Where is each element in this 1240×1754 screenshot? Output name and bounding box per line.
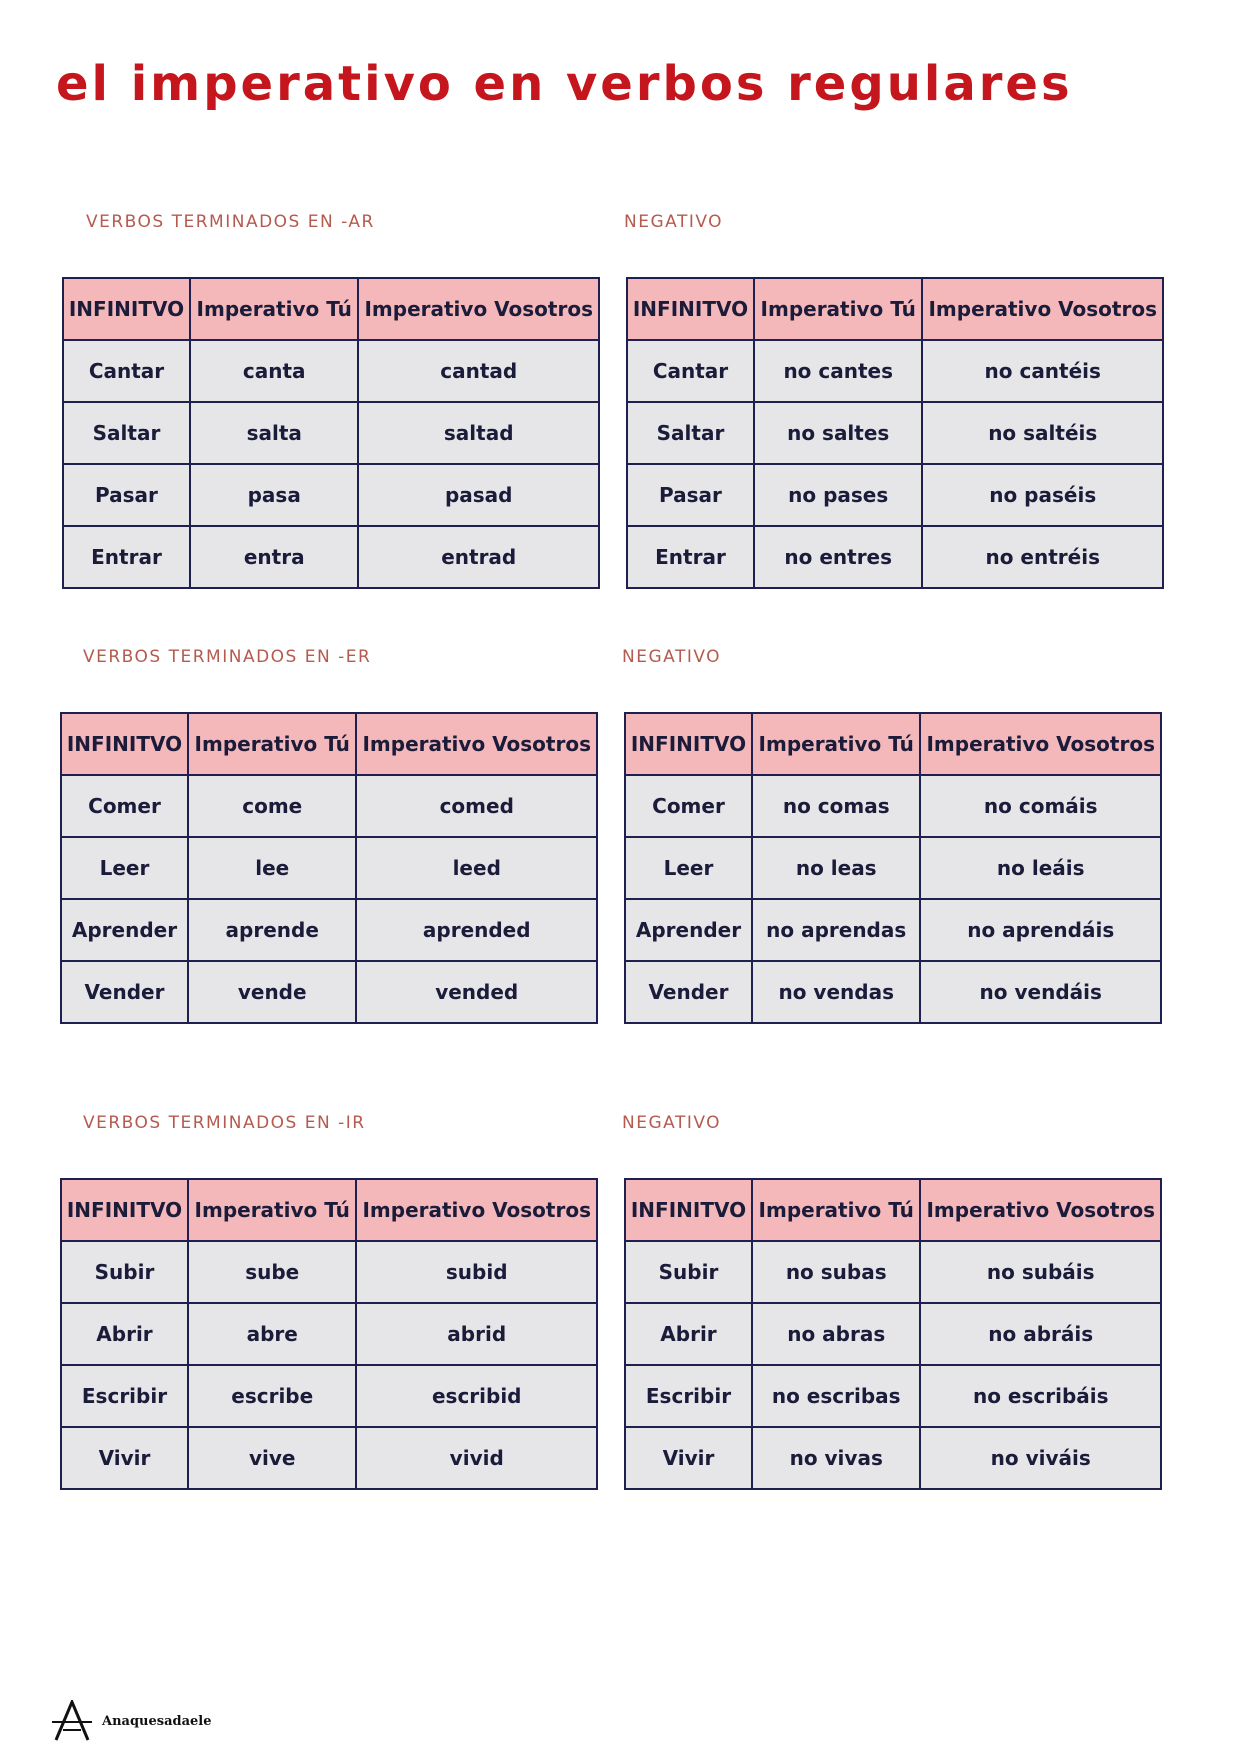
table-row — [625, 961, 1161, 1023]
table-row — [61, 1365, 597, 1427]
table-row — [625, 1303, 1161, 1365]
cell-vosotros: saltad — [358, 402, 599, 464]
cell-tu: no pases — [754, 464, 923, 526]
cell-infinitivo: Vender — [61, 961, 188, 1023]
cell-infinitivo: Escribir — [625, 1365, 752, 1427]
table-row — [61, 837, 597, 899]
cell-infinitivo: Vender — [625, 961, 752, 1023]
section-label-er: VERBOS TERMINADOS EN -ER — [83, 647, 372, 667]
cell-vosotros: no saltéis — [922, 402, 1163, 464]
cell-infinitivo: Leer — [625, 837, 752, 899]
cell-infinitivo: Abrir — [625, 1303, 752, 1365]
header-imperativo-vosotros: Imperativo Vosotros — [358, 278, 599, 340]
cell-infinitivo: Subir — [625, 1241, 752, 1303]
cell-vosotros: aprended — [356, 899, 597, 961]
cell-infinitivo: Pasar — [627, 464, 754, 526]
table-row — [625, 1241, 1161, 1303]
table-row — [61, 775, 597, 837]
cell-vosotros: pasad — [358, 464, 599, 526]
table-row — [61, 1303, 597, 1365]
table-row — [627, 526, 1163, 588]
section-label-ar-negativo: NEGATIVO — [624, 212, 724, 232]
cell-vosotros: no cantéis — [922, 340, 1163, 402]
cell-infinitivo: Comer — [61, 775, 188, 837]
table-header-row — [61, 713, 597, 775]
header-infinitivo: INFINITVO — [63, 278, 190, 340]
cell-vosotros: no escribáis — [920, 1365, 1161, 1427]
footer-brand — [52, 1700, 212, 1742]
cell-tu: lee — [188, 837, 357, 899]
cell-vosotros: abrid — [356, 1303, 597, 1365]
table-ir-negative — [624, 1178, 1162, 1490]
section-label-ir: VERBOS TERMINADOS EN -IR — [83, 1113, 366, 1133]
cell-vosotros: no viváis — [920, 1427, 1161, 1489]
table-row — [63, 464, 599, 526]
cell-vosotros: no paséis — [922, 464, 1163, 526]
cell-vosotros: leed — [356, 837, 597, 899]
cell-tu: no leas — [752, 837, 921, 899]
cell-vosotros: no entréis — [922, 526, 1163, 588]
cell-tu: no aprendas — [752, 899, 921, 961]
cell-vosotros: no subáis — [920, 1241, 1161, 1303]
cell-vosotros: cantad — [358, 340, 599, 402]
table-header-row — [61, 1179, 597, 1241]
table-row — [625, 899, 1161, 961]
table-ar-negative — [626, 277, 1164, 589]
cell-infinitivo: Entrar — [627, 526, 754, 588]
header-imperativo-tu: Imperativo Tú — [188, 713, 357, 775]
table-row — [627, 402, 1163, 464]
table-row — [63, 526, 599, 588]
cell-vosotros: entrad — [358, 526, 599, 588]
header-imperativo-vosotros: Imperativo Vosotros — [920, 713, 1161, 775]
cell-infinitivo: Entrar — [63, 526, 190, 588]
cell-tu: no abras — [752, 1303, 921, 1365]
header-imperativo-tu: Imperativo Tú — [188, 1179, 357, 1241]
cell-infinitivo: Escribir — [61, 1365, 188, 1427]
header-imperativo-tu: Imperativo Tú — [752, 1179, 921, 1241]
cell-infinitivo: Subir — [61, 1241, 188, 1303]
cell-tu: no vivas — [752, 1427, 921, 1489]
cell-vosotros: comed — [356, 775, 597, 837]
cell-tu: vive — [188, 1427, 357, 1489]
header-infinitivo: INFINITVO — [627, 278, 754, 340]
table-row — [61, 961, 597, 1023]
table-row — [61, 899, 597, 961]
header-infinitivo: INFINITVO — [61, 1179, 188, 1241]
header-imperativo-vosotros: Imperativo Vosotros — [922, 278, 1163, 340]
table-header-row — [625, 713, 1161, 775]
cell-tu: sube — [188, 1241, 357, 1303]
table-header-row — [627, 278, 1163, 340]
table-row — [627, 340, 1163, 402]
cell-infinitivo: Aprender — [61, 899, 188, 961]
cell-tu: no vendas — [752, 961, 921, 1023]
table-row — [625, 1427, 1161, 1489]
cell-tu: pasa — [190, 464, 359, 526]
table-row — [627, 464, 1163, 526]
cell-tu: no entres — [754, 526, 923, 588]
section-label-ar: VERBOS TERMINADOS EN -AR — [86, 212, 375, 232]
table-row — [63, 402, 599, 464]
header-imperativo-tu: Imperativo Tú — [754, 278, 923, 340]
section-label-er-negativo: NEGATIVO — [622, 647, 722, 667]
cell-vosotros: subid — [356, 1241, 597, 1303]
table-row — [63, 340, 599, 402]
table-row — [61, 1241, 597, 1303]
cell-infinitivo: Vivir — [61, 1427, 188, 1489]
cell-infinitivo: Saltar — [63, 402, 190, 464]
cell-infinitivo: Comer — [625, 775, 752, 837]
cell-vosotros: escribid — [356, 1365, 597, 1427]
cell-infinitivo: Abrir — [61, 1303, 188, 1365]
cell-vosotros: vivid — [356, 1427, 597, 1489]
table-row — [61, 1427, 597, 1489]
cell-tu: no saltes — [754, 402, 923, 464]
cell-tu: entra — [190, 526, 359, 588]
page-title: el imperativo en verbos regulares — [56, 56, 1073, 112]
table-row — [625, 837, 1161, 899]
table-header-row — [625, 1179, 1161, 1241]
header-imperativo-vosotros: Imperativo Vosotros — [356, 713, 597, 775]
cell-tu: salta — [190, 402, 359, 464]
cell-vosotros: no abráis — [920, 1303, 1161, 1365]
table-er-negative — [624, 712, 1162, 1024]
cell-vosotros: no comáis — [920, 775, 1161, 837]
cell-infinitivo: Aprender — [625, 899, 752, 961]
cell-tu: no cantes — [754, 340, 923, 402]
cell-infinitivo: Leer — [61, 837, 188, 899]
header-infinitivo: INFINITVO — [625, 1179, 752, 1241]
cell-vosotros: vended — [356, 961, 597, 1023]
header-imperativo-vosotros: Imperativo Vosotros — [920, 1179, 1161, 1241]
cell-infinitivo: Pasar — [63, 464, 190, 526]
cell-infinitivo: Cantar — [63, 340, 190, 402]
cell-tu: no escribas — [752, 1365, 921, 1427]
cell-tu: no comas — [752, 775, 921, 837]
cell-tu: abre — [188, 1303, 357, 1365]
header-imperativo-tu: Imperativo Tú — [752, 713, 921, 775]
table-ir-positive — [60, 1178, 598, 1490]
header-imperativo-vosotros: Imperativo Vosotros — [356, 1179, 597, 1241]
cell-tu: aprende — [188, 899, 357, 961]
table-row — [625, 775, 1161, 837]
table-er-positive — [60, 712, 598, 1024]
cell-tu: vende — [188, 961, 357, 1023]
header-imperativo-tu: Imperativo Tú — [190, 278, 359, 340]
cell-tu: no subas — [752, 1241, 921, 1303]
table-header-row — [63, 278, 599, 340]
table-ar-positive — [62, 277, 600, 589]
header-infinitivo: INFINITVO — [61, 713, 188, 775]
cell-infinitivo: Cantar — [627, 340, 754, 402]
cell-infinitivo: Vivir — [625, 1427, 752, 1489]
brand-name: Anaquesadaele — [102, 1713, 212, 1729]
cell-tu: escribe — [188, 1365, 357, 1427]
cell-tu: come — [188, 775, 357, 837]
letter-a-logo-icon — [52, 1700, 92, 1742]
cell-vosotros: no vendáis — [920, 961, 1161, 1023]
cell-tu: canta — [190, 340, 359, 402]
cell-vosotros: no aprendáis — [920, 899, 1161, 961]
table-row — [625, 1365, 1161, 1427]
cell-vosotros: no leáis — [920, 837, 1161, 899]
section-label-ir-negativo: NEGATIVO — [622, 1113, 722, 1133]
header-infinitivo: INFINITVO — [625, 713, 752, 775]
cell-infinitivo: Saltar — [627, 402, 754, 464]
